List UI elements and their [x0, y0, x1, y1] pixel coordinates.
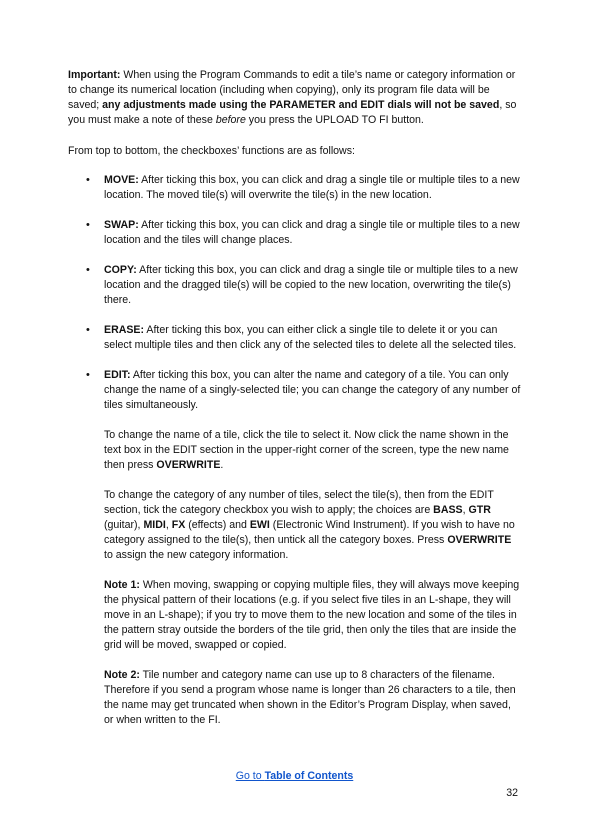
list-item-swap: • SWAP: After ticking this box, you can click and drag a single tile or multiple tiles to a new location and the tiles will change places.	[86, 219, 520, 246]
note-1: Note 1: When moving, swapping or copying multiple files, they will always move keeping the physical pattern of their locations (e.g. if you select five tiles in an L-shape, they will move in an L-shape); if you try to move them to the new location and some of the tiles in the pattern stray outside the borders of the tile grid, then only the tiles that are inside the grid will be moved, swapped or copied.	[104, 579, 520, 651]
list-item-move: • MOVE: After ticking this box, you can click and drag a single tile or multiple tiles to a new location. The moved tile(s) will overwrite the tile(s) in the new location.	[86, 174, 520, 201]
bullet-icon: •	[86, 219, 90, 231]
list-item-copy: • COPY: After ticking this box, you can click and drag a single tile or multiple tiles to a new location and the dragged tile(s) will be copied to the new location, overwriting the tile(s) there.	[86, 264, 518, 306]
page-number: 32	[506, 787, 518, 799]
bullet-icon: •	[86, 369, 90, 381]
note-2: Note 2: Tile number and category name can use up to 8 characters of the filename. Therefore if you send a program whose name is longer than 26 characters to a tile, then the name may get truncated when shown in the Editor’s Program Display, when saved, or when written to the FI.	[104, 669, 516, 726]
bullet-icon: •	[86, 324, 90, 336]
list-item-edit: • EDIT: After ticking this box, you can alter the name and category of a tile. You can only change the name of a singly-selected tile; you can change the category of any number of tiles simultaneously. To change the name of a tile, click the tile to select it. Now click the name shown in the text box in the EDIT section in the upper-right corner of the screen, type the new name then press OVERWRITE. To change the category of any number of tiles, select the tile(s), then from the EDIT section, tick the category checkbox you wish to apply; the choices are BASS, GTR (guitar), MIDI, FX (effects) and EWI (Electronic Wind Instrument). If you wish to have no category assigned to the tile(s), then untick all the category boxes. Press OVERWRITE to assign the new category information. Note 1: When moving, swapping or copying multiple files, they will always move keeping the physical pattern of their locations (e.g. if you select five tiles in an L-shape, they will move in an L-shape); if you try to move them to the new location and some of the tiles in the pattern stray outside the borders of the tile grid, then only the tiles that are inside the grid will be moved, swapped or copied. Note 2: Tile number and category name can use up to 8 characters of the filename. Therefore if you send a program whose name is longer than 26 characters to a tile, then the name may get truncated when shown in the Editor’s Program Display, when saved, or when written to the FI.	[68, 368, 523, 728]
edit-name-paragraph: To change the name of a tile, click the tile to select it. Now click the name shown in the text box in the EDIT section in the upper-right corner of the screen, type the new name then press OVERWRITE.	[104, 429, 509, 471]
emphasis-before: before	[215, 114, 246, 126]
important-note: Important: When using the Program Commands to edit a tile’s name or category information or to change its numerical location (including when copying), only its program file data will be saved; any adjustments made using the PARAMETER and EDIT dials will not be saved, so you must make a note of these before you press the UPLOAD TO FI button.	[68, 69, 517, 126]
checkbox-intro: From top to bottom, the checkboxes’ functions are as follows:	[68, 145, 355, 157]
edit-category-paragraph: To change the category of any number of tiles, select the tile(s), then from the EDIT section, tick the category checkbox you wish to apply; the choices are BASS, GTR (guitar), MIDI, FX (effects) and EWI (Electronic Wind Instrument). If you wish to have no category assigned to the tile(s), then untick all the category boxes. Press OVERWRITE to assign the new category information.	[104, 489, 515, 561]
table-of-contents-link[interactable]: Go to Table of Contents	[235, 770, 354, 782]
warning-bold-text: any adjustments made using the PARAMETER and EDIT dials will not be saved	[102, 99, 500, 111]
important-label: Important:	[68, 69, 121, 81]
checkbox-function-list	[68, 173, 523, 743]
bullet-icon: •	[86, 174, 90, 186]
bullet-icon: •	[86, 264, 90, 276]
list-item-erase: • ERASE: After ticking this box, you can either click a single tile to delete it or you can select multiple tiles and then click any of the selected tiles to delete all the selected tiles.	[86, 324, 517, 351]
